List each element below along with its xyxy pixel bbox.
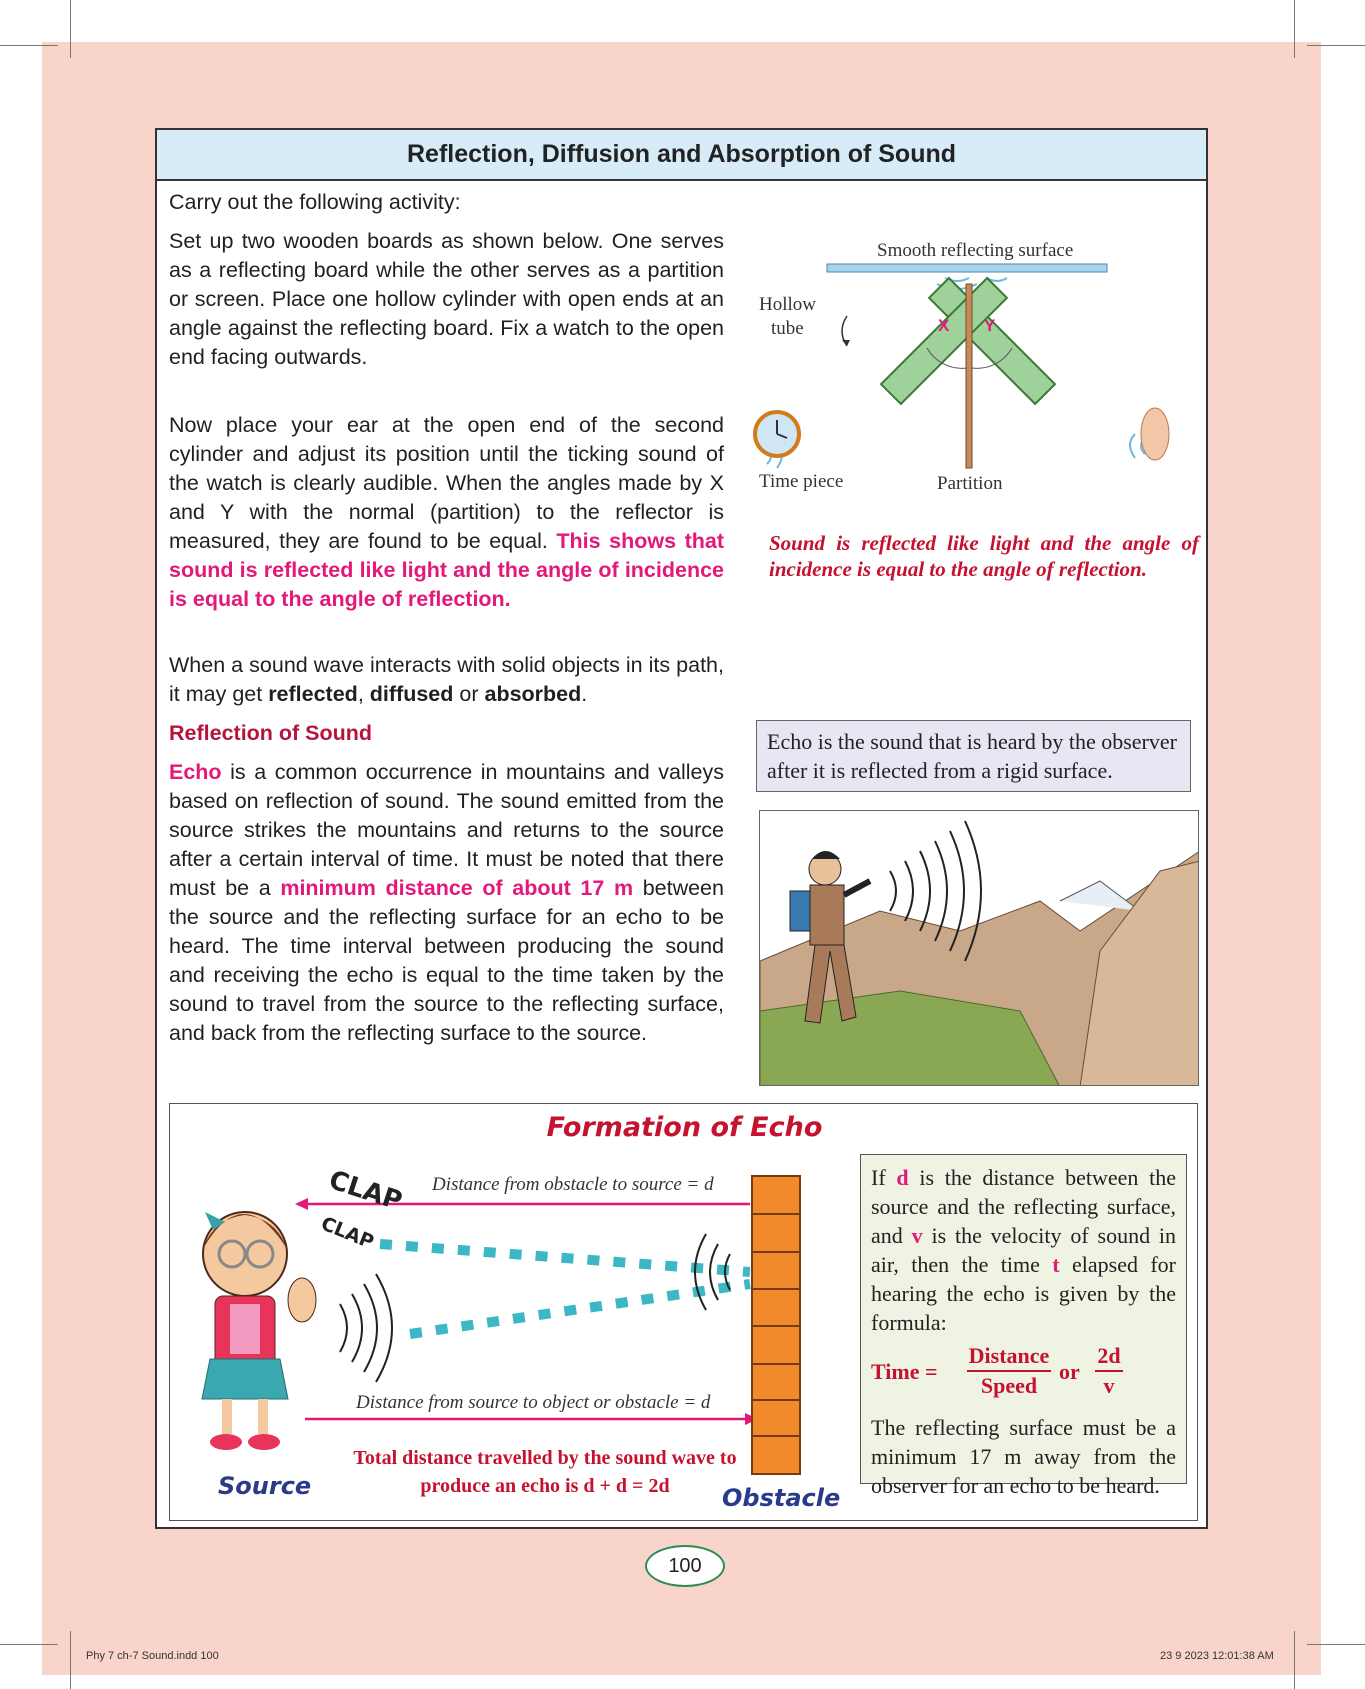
timestamp-slug: 23 9 2023 12:01:38 AM — [1160, 1650, 1274, 1662]
var-v: v — [911, 1223, 923, 1248]
echo-text-1: is a common occurrence in mountains and valleys based on reflection of sound. The sound emitted from the source strikes the mountains and returns to the source after a certain interval of time. It must be noted that there must be a — [169, 760, 724, 900]
conjunction: or — [459, 682, 479, 706]
term-absorbed: absorbed — [484, 682, 582, 706]
ear-icon — [1141, 408, 1169, 460]
denominator-speed: Speed — [980, 1373, 1038, 1398]
or-text: or — [1059, 1359, 1080, 1384]
crop-mark — [70, 1631, 71, 1689]
echo-definition-box: Echo is the sound that is heard by the observer after it is reflected from a rigid surface. — [756, 720, 1191, 792]
bottom-distance-label: Distance from source to object or obstacle = d — [356, 1392, 711, 1413]
content-panel — [155, 128, 1208, 1529]
observation-paragraph — [169, 411, 724, 614]
reflection-figure — [747, 238, 1197, 528]
girl-figure — [202, 1212, 316, 1450]
echo-paragraph — [169, 758, 724, 1048]
angle-y-label: Y — [984, 316, 996, 335]
timepiece-label: Time piece — [759, 471, 844, 492]
formula-box — [860, 1154, 1187, 1498]
partition-label: Partition — [937, 473, 1003, 494]
interaction-paragraph — [169, 651, 724, 709]
page-number: 100 — [645, 1545, 725, 1587]
formula-intro — [871, 1163, 1176, 1337]
var-d: d — [896, 1165, 909, 1190]
crop-mark — [0, 45, 58, 46]
numerator-2d: 2d — [1095, 1341, 1123, 1372]
crop-mark — [1294, 0, 1295, 58]
term-diffused: diffused — [369, 682, 454, 706]
mountain-echo-illustration — [759, 810, 1199, 1086]
page-title: Reflection, Diffusion and Absorption of Sound — [157, 130, 1206, 181]
term-reflected: reflected — [268, 682, 358, 706]
formula-text-2: is the velocity of sound in air, then the time — [871, 1223, 1177, 1277]
echo-text-2: between the source and the reflecting surface for an echo to be heard. The time interval between producing the sound and receiving the echo is equal to the time taken by the sound to travel from the source to the reflecting surface, and back from the reflecting surface to the source. — [169, 876, 724, 1045]
clap-text-1: CLAP — [325, 1165, 406, 1217]
crop-mark — [70, 0, 71, 58]
obstacle-wall — [752, 1176, 800, 1474]
partition-board — [966, 284, 972, 468]
file-slug: Phy 7 ch-7 Sound.indd 100 — [86, 1650, 219, 1662]
denominator-v: v — [1103, 1373, 1115, 1398]
echo-highlight: minimum distance of about 17 m — [280, 876, 634, 900]
total-distance-text: Total distance travelled by the sound wave to produce an echo is d + d = 2d — [353, 1447, 737, 1497]
crop-mark — [0, 1644, 58, 1645]
observation-highlight: This shows that sound is reflected like light and the angle of incidence is equal to the angle of reflection. — [169, 529, 725, 611]
mountain-scene — [760, 811, 1199, 1086]
crop-mark — [1294, 1631, 1295, 1689]
crop-mark — [1307, 45, 1365, 46]
period: . — [581, 682, 588, 706]
clap-text-2: CLAP — [317, 1212, 377, 1254]
obstacle-label: Obstacle — [722, 1484, 841, 1512]
formula — [871, 1341, 1176, 1401]
comma: , — [357, 682, 364, 706]
numerator-distance: Distance — [967, 1341, 1051, 1372]
term-echo: Echo — [169, 760, 222, 784]
time-label: Time = — [871, 1359, 938, 1384]
tube-label: tube — [771, 318, 804, 339]
activity-paragraph: Set up two wooden boards as shown below. One serves as a reflecting board while the other serves as a partition or screen. Place one hollow cylinder with open ends at an angle against the reflecting board. Fix a watch to the open end facing outwards. — [169, 229, 724, 369]
formula-text-1: is the distance between the source and the reflecting surface, and — [871, 1165, 1176, 1248]
section-heading: Reflection of Sound — [169, 721, 373, 745]
var-t: t — [1052, 1252, 1060, 1277]
figure-caption: Sound is reflected like light and the angle of incidence is equal to the angle of reflection. — [769, 531, 1199, 581]
formation-of-echo-box — [169, 1103, 1198, 1521]
if-text: If — [871, 1165, 886, 1190]
formation-title: Formation of Echo — [546, 1112, 823, 1143]
source-label: Source — [218, 1472, 312, 1500]
top-distance-label: Distance from obstacle to source = d — [432, 1174, 714, 1195]
angle-x-label: X — [938, 316, 950, 335]
interaction-text: When a sound wave interacts with solid objects in its path, it may get — [169, 653, 724, 706]
surface-label: Smooth reflecting surface — [877, 240, 1074, 261]
crop-mark — [1307, 1644, 1365, 1645]
hollow-label: Hollow — [759, 294, 816, 315]
intro-text: Carry out the following activity: — [169, 190, 461, 214]
formula-note: The reflecting surface must be a minimum 17 m away from the observer for an echo to be heard. — [871, 1415, 1176, 1498]
formula-text-3: elapsed for hearing the echo is given by the formula: — [871, 1252, 1177, 1335]
observation-text: Now place your ear at the open end of the second cylinder and adjust its position until the ticking sound of the watch is clearly audible. When the angles made by X and Y with the normal (partition) to the reflector is measured, they are found to be equal. — [169, 413, 724, 553]
